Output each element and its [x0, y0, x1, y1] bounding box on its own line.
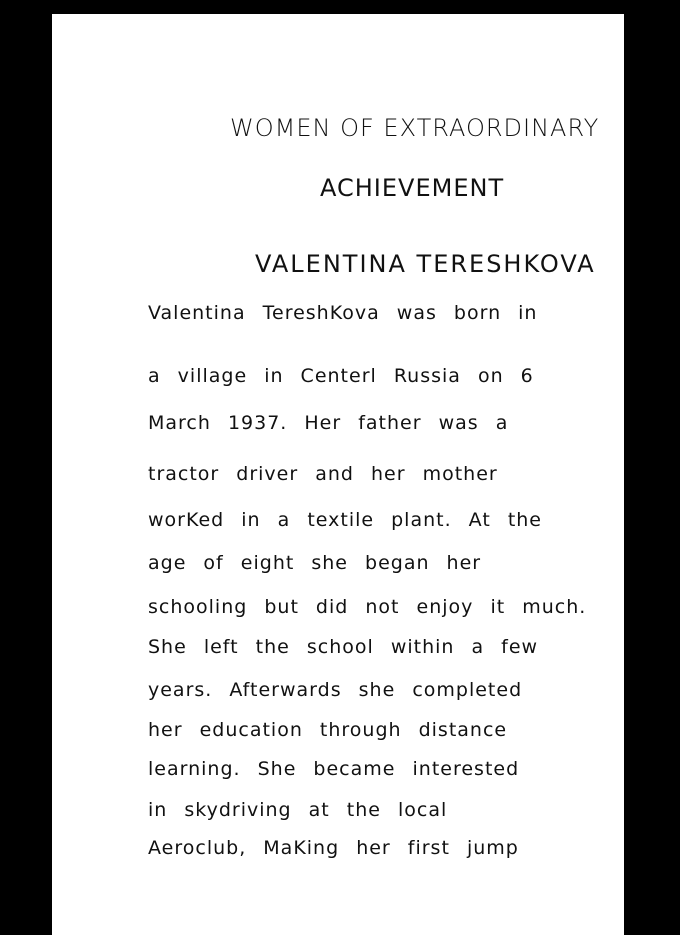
document-page	[52, 14, 624, 935]
body-line: learning. She became interested	[148, 758, 520, 780]
body-line: a village in Centerl Russia on 6	[148, 365, 534, 387]
document-title: WOMEN OF EXTRAORDINARY	[230, 114, 600, 142]
body-line: her education through distance	[148, 719, 508, 741]
body-line: in skydriving at the local	[148, 799, 448, 821]
body-line: Valentina TereshKova was born in	[148, 302, 538, 324]
body-line: schooling but did not enjoy it much.	[148, 596, 587, 618]
body-line: tractor driver and her mother	[148, 463, 498, 485]
body-line: March 1937. Her father was a	[148, 412, 509, 434]
document-subtitle: ACHIEVEMENT	[320, 174, 505, 202]
body-line: age of eight she began her	[148, 552, 482, 574]
body-line: worKed in a textile plant. At the	[148, 509, 542, 531]
body-line: Aeroclub, MaKing her first jump	[148, 837, 519, 859]
section-heading: VALENTINA TERESHKOVA	[255, 250, 596, 278]
body-line: She left the school within a few	[148, 636, 539, 658]
body-line: years. Afterwards she completed	[148, 679, 523, 701]
